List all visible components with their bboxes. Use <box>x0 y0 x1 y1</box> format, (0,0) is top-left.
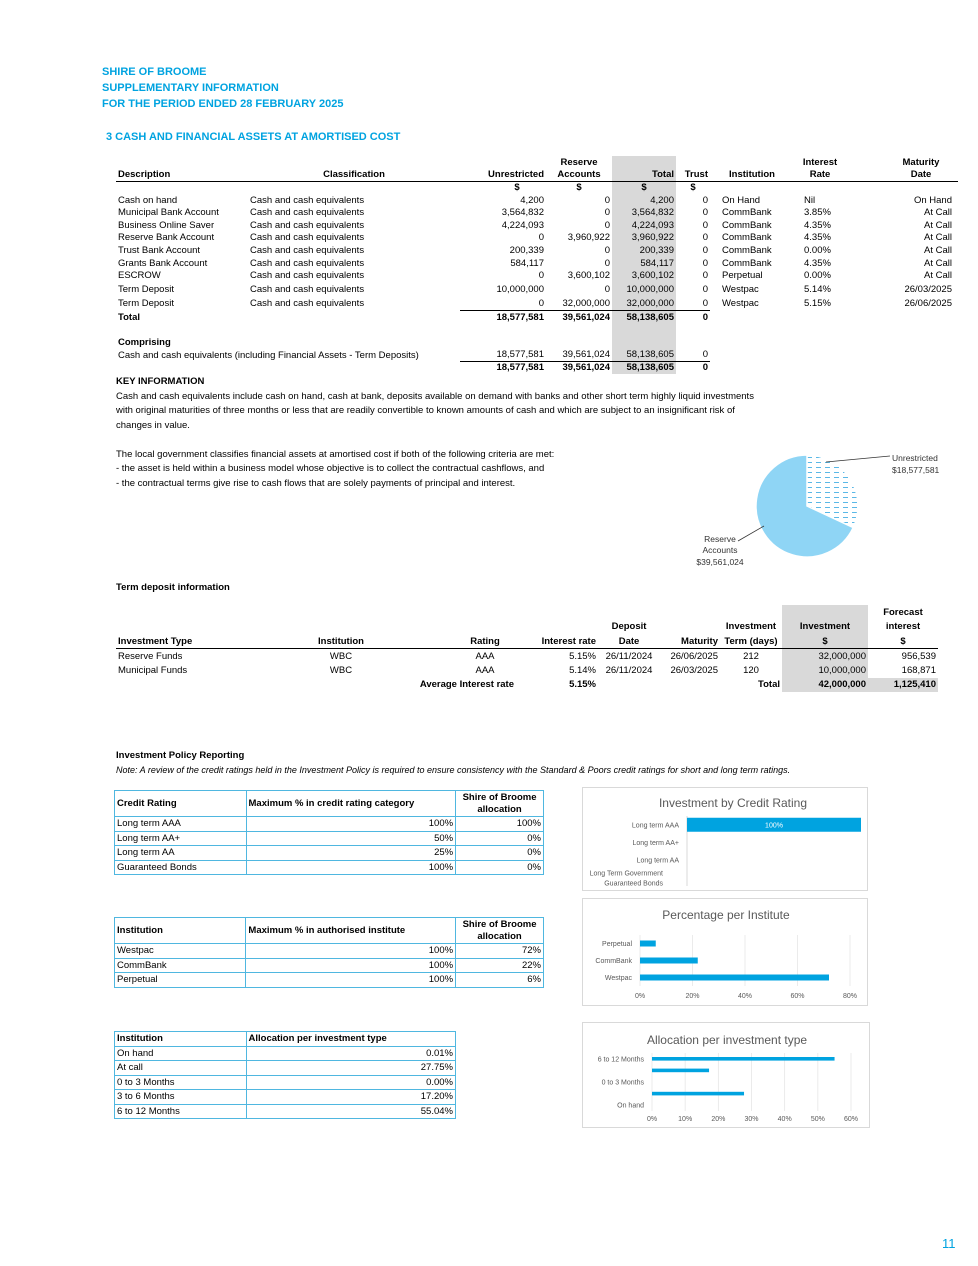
allocation-chart-title: Allocation per investment type <box>646 1033 808 1047</box>
key-info-title: KEY INFORMATION <box>116 376 205 387</box>
inst-hdr-name: Institution <box>115 918 246 944</box>
td-hdr-forecast-2: interest <box>885 621 921 633</box>
institution-table <box>114 917 544 988</box>
type-hdr-alloc: Allocation per investment type <box>246 1032 456 1047</box>
td-hdr-deposit-1: Deposit <box>611 621 647 633</box>
cash-row-unrestricted: 0 <box>538 297 544 309</box>
cash-row <box>116 244 958 257</box>
cash-total-unr: 18,577,581 <box>460 311 546 324</box>
cash-row-classification: Cash and cash equivalents <box>250 244 365 256</box>
cash-row-unrestricted: 0 <box>538 270 544 282</box>
cash-row-description: Cash on hand <box>118 194 178 206</box>
allocation-x-tick: 0% <box>646 1116 658 1123</box>
institute-bar <box>640 941 656 947</box>
reserve-leader-line <box>738 526 764 541</box>
institute-x-tick: 60% <box>790 993 805 1000</box>
td-hdr-term-1: Investment <box>725 621 777 633</box>
cash-row-rate: 5.15% <box>804 298 831 310</box>
key-info-line-3: changes in value. <box>116 419 190 431</box>
cash-row-maturity: At Call <box>924 257 952 269</box>
key-info-bullet-1: - the asset is held within a business model whose objective is to collect the contractual cashflows, and <box>116 463 545 474</box>
type-name: 6 to 12 Months <box>115 1104 247 1119</box>
credit-tick-label: Long term AA <box>636 857 679 865</box>
cash-row-trust: 0 <box>702 194 708 206</box>
pie-label-reserve-1: Reserve <box>704 534 736 544</box>
cash-row-description: Term Deposit <box>118 298 174 310</box>
td-hdr-rating: Rating <box>406 634 516 649</box>
cash-row-institution: CommBank <box>722 257 772 269</box>
institute-bar <box>640 958 698 964</box>
credit-name: Long term AA+ <box>115 831 247 846</box>
cash-row-total: 32,000,000 <box>612 296 676 311</box>
allocation-type-chart <box>582 1022 870 1128</box>
cash-row-reserve: 0 <box>604 207 610 219</box>
cash-row-classification: Cash and cash equivalents <box>250 207 365 219</box>
td-hdr-currency-inv: $ <box>782 634 868 649</box>
cash-row <box>116 269 958 282</box>
report-subtitle: SUPPLEMENTARY INFORMATION <box>102 82 279 94</box>
td-row-forecast: 956,539 <box>901 650 936 662</box>
credit-tick-label: Guaranteed Bonds <box>604 880 663 888</box>
org-name: SHIRE OF BROOME <box>102 66 207 78</box>
cash-row-maturity: At Call <box>924 244 952 256</box>
page-number: 11 <box>942 1236 956 1251</box>
cash-row <box>116 219 958 232</box>
type-val: 55.04% <box>246 1104 456 1119</box>
type-val: 17.20% <box>246 1090 456 1105</box>
credit-row <box>115 846 544 861</box>
allocation-bar <box>652 1069 709 1073</box>
hdr-currency-res: $ <box>576 182 582 194</box>
hdr-trust: Trust <box>676 169 710 182</box>
allocation-y-tick: On hand <box>617 1102 644 1110</box>
cash-row-institution: On Hand <box>722 194 761 206</box>
cash-row-trust: 0 <box>702 244 708 256</box>
comprising-tot: 58,138,605 <box>612 349 676 362</box>
institute-x-tick: 0% <box>634 993 646 1000</box>
cash-row-rate: Nil <box>804 194 816 206</box>
pie-label-unrestricted: Unrestricted <box>892 453 938 463</box>
allocation-y-tick: 6 to 12 Months <box>597 1056 644 1064</box>
credit-hdr-alloc <box>456 791 544 817</box>
key-info-line-2: with original maturities of three months or less that are readily convertible to known amounts of cash and which are subject to an insignificant risk of <box>116 405 735 416</box>
allocation-type-table <box>114 1031 456 1119</box>
credit-rating-table <box>114 790 544 875</box>
cash-row-total: 10,000,000 <box>612 282 676 297</box>
td-row-institution: WBC <box>329 650 353 662</box>
cash-row-unrestricted: 3,564,832 <box>501 207 544 219</box>
type-val: 27.75% <box>246 1061 456 1076</box>
inst-hdr-alloc-1: Shire of Broome <box>462 918 537 930</box>
key-info-bullet-2: - the contractual terms give rise to cash flows that are solely payments of principal and interest. <box>116 477 516 489</box>
td-row-institution: WBC <box>329 664 353 676</box>
cash-row-description: Trust Bank Account <box>118 244 201 256</box>
cash-row-reserve: 3,600,102 <box>567 270 610 282</box>
cash-row-unrestricted: 584,117 <box>510 257 544 269</box>
cash-row-maturity: At Call <box>924 232 952 244</box>
td-row-rating: AAA <box>475 664 495 676</box>
cash-row-total: 3,960,922 <box>612 232 676 245</box>
td-hdr-investment: Investment <box>782 620 868 635</box>
credit-max: 25% <box>246 846 456 861</box>
allocation-x-tick: 10% <box>678 1116 693 1123</box>
pie-label-reserve-2: Accounts <box>702 545 738 555</box>
type-row <box>115 1104 456 1119</box>
cash-row-reserve: 0 <box>604 257 610 269</box>
td-hdr-rate: Interest rate <box>516 634 598 649</box>
report-header <box>102 64 343 112</box>
cash-row-unrestricted: 10,000,000 <box>496 283 544 295</box>
td-row-maturity: 26/06/2025 <box>670 650 718 662</box>
type-row <box>115 1061 456 1076</box>
cash-row-classification: Cash and cash equivalents <box>250 270 365 282</box>
comprising-label: Comprising <box>118 336 171 348</box>
td-hdr-type: Investment Type <box>116 634 276 649</box>
cash-row-rate: 5.14% <box>804 283 831 295</box>
cash-row-description: Business Online Saver <box>118 219 215 231</box>
credit-row <box>115 831 544 846</box>
cash-row-institution: Westpac <box>722 298 759 310</box>
td-row-maturity: 26/03/2025 <box>670 664 718 676</box>
term-deposit-title: Term deposit information <box>116 582 230 593</box>
cash-row-trust: 0 <box>702 257 708 269</box>
report-period: FOR THE PERIOD ENDED 28 FEBRUARY 2025 <box>102 98 344 110</box>
credit-row <box>115 860 544 875</box>
policy-title: Investment Policy Reporting <box>116 750 245 761</box>
allocation-x-tick: 30% <box>744 1116 759 1123</box>
cash-row-institution: CommBank <box>722 207 772 219</box>
td-hdr-currency-fc: $ <box>868 634 938 649</box>
cash-row-description: Municipal Bank Account <box>118 207 219 219</box>
td-hdr-term-2: Term (days) <box>720 634 782 649</box>
inst-hdr-alloc-2: allocation <box>477 930 522 942</box>
cash-row-reserve: 0 <box>604 219 610 231</box>
hdr-interest-1: Interest <box>802 156 838 168</box>
key-info-line-1: Cash and cash equivalents include cash on hand, cash at bank, deposits available on demand with banks and other short term highly liquid investments <box>116 390 754 402</box>
cash-row-total: 3,600,102 <box>612 269 676 282</box>
cash-row <box>116 194 958 207</box>
credit-hdr-alloc-1: Shire of Broome <box>462 791 537 803</box>
credit-chart-title: Investment by Credit Rating <box>658 796 808 810</box>
cash-row-maturity: 26/03/2025 <box>904 283 952 295</box>
hdr-interest-2: Rate <box>794 169 846 182</box>
cash-total-res: 39,561,024 <box>546 311 612 324</box>
cash-row-maturity: 26/06/2025 <box>904 298 952 310</box>
td-avg-label: Average Interest rate <box>419 679 514 691</box>
td-total-label: Total <box>758 679 780 691</box>
td-hdr-forecast-1: Forecast <box>883 606 923 618</box>
cash-row-trust: 0 <box>702 207 708 219</box>
inst-max: 100% <box>246 944 456 959</box>
comprising-trust: 0 <box>702 349 708 361</box>
td-row-term: 120 <box>743 664 759 676</box>
credit-max: 100% <box>246 860 456 875</box>
cash-row-description: Grants Bank Account <box>118 257 208 269</box>
cash-row-unrestricted: 0 <box>538 232 544 244</box>
institute-y-tick: Perpetual <box>602 941 632 948</box>
cash-row <box>116 296 958 311</box>
credit-alloc: 0% <box>456 831 544 846</box>
td-row-rate: 5.14% <box>569 664 596 676</box>
td-row-type: Municipal Funds <box>118 664 188 676</box>
cash-row-classification: Cash and cash equivalents <box>250 298 365 310</box>
institute-chart <box>582 898 868 1006</box>
td-row-deposit-date: 26/11/2024 <box>605 650 653 662</box>
cash-row-maturity: At Call <box>924 219 952 231</box>
td-row-type: Reserve Funds <box>118 650 183 662</box>
credit-alloc: 100% <box>456 817 544 832</box>
credit-name: Long term AAA <box>115 817 247 832</box>
cash-row-institution: Westpac <box>722 283 759 295</box>
type-val: 0.00% <box>246 1075 456 1090</box>
cash-row-institution: CommBank <box>722 232 772 244</box>
cash-row-reserve: 0 <box>604 194 610 206</box>
credit-tick-label: Long term AA+ <box>632 839 679 847</box>
cash-row-trust: 0 <box>702 270 708 282</box>
institute-y-tick: CommBank <box>595 958 632 965</box>
hdr-currency-tot: $ <box>612 181 676 194</box>
td-row-term: 212 <box>743 650 759 662</box>
credit-hdr-alloc-2: allocation <box>477 803 522 815</box>
cash-row-institution: CommBank <box>722 219 772 231</box>
td-row-deposit-date: 26/11/2024 <box>605 664 653 676</box>
term-deposit-table <box>116 605 938 692</box>
cash-row-total: 200,339 <box>612 244 676 257</box>
hdr-reserve-1: Reserve <box>560 156 598 168</box>
inst-alloc: 72% <box>456 944 544 959</box>
institute-x-tick: 40% <box>737 993 753 1000</box>
cash-row-rate: 4.35% <box>804 219 831 231</box>
td-total-investment: 42,000,000 <box>782 678 868 693</box>
institute-chart-title: Percentage per Institute <box>662 908 790 922</box>
cash-row-total: 584,117 <box>612 257 676 270</box>
type-hdr-name: Institution <box>115 1032 247 1047</box>
cash-row-maturity: On Hand <box>913 194 952 206</box>
td-row-rate: 5.15% <box>569 650 596 662</box>
inst-name: Perpetual <box>115 973 246 988</box>
hdr-unrestricted: Unrestricted <box>460 169 546 182</box>
cash-row-rate: 3.85% <box>804 207 831 219</box>
allocation-bar <box>652 1057 835 1061</box>
cash-row-description: ESCROW <box>118 270 161 282</box>
type-name: 3 to 6 Months <box>115 1090 247 1105</box>
cash-row-institution: CommBank <box>722 244 772 256</box>
td-row-forecast: 168,871 <box>901 664 936 676</box>
cash-row <box>116 232 958 245</box>
cash-total-tot: 58,138,605 <box>612 311 676 324</box>
cash-row-trust: 0 <box>702 219 708 231</box>
hdr-maturity-1: Maturity <box>902 156 940 168</box>
comprising-sum-trust: 0 <box>676 361 710 374</box>
credit-name: Long term AA <box>115 846 247 861</box>
td-row-investment: 32,000,000 <box>782 649 868 664</box>
hdr-maturity-2: Date <box>846 169 958 182</box>
credit-bar-label: 100% <box>765 822 783 830</box>
pie-value-unrestricted: $18,577,581 <box>892 465 940 475</box>
type-name: On hand <box>115 1046 247 1061</box>
inst-row <box>115 973 544 988</box>
hdr-description: Description <box>116 169 248 182</box>
comprising-sum-tot: 58,138,605 <box>612 361 676 374</box>
cash-row-total: 3,564,832 <box>612 206 676 219</box>
institute-y-tick: Westpac <box>604 975 632 982</box>
hdr-total: Total <box>612 169 676 182</box>
inst-max: 100% <box>246 973 456 988</box>
cash-row <box>116 206 958 219</box>
allocation-y-tick: 0 to 3 Months <box>601 1079 644 1087</box>
cash-row-total: 4,224,093 <box>612 219 676 232</box>
inst-max: 100% <box>246 958 456 973</box>
comprising-res: 39,561,024 <box>562 349 610 361</box>
cash-row-trust: 0 <box>702 297 708 309</box>
td-hdr-maturity: Maturity <box>660 634 720 649</box>
cash-row-description: Reserve Bank Account <box>118 232 215 244</box>
inst-row <box>115 944 544 959</box>
cash-row-reserve: 3,960,922 <box>567 232 610 244</box>
cash-row-rate: 0.00% <box>804 244 831 256</box>
type-row <box>115 1046 456 1061</box>
policy-note: Note: A review of the credit ratings held in the Investment Policy is required to ensure consistency with the Standard & Poors credit ratings for short and long term ratings. <box>116 765 791 775</box>
cash-row-total: 4,200 <box>612 194 676 207</box>
cash-row <box>116 282 958 297</box>
inst-hdr-max: Maximum % in authorised institute <box>246 918 456 944</box>
credit-tick-label: Long term AAA <box>631 822 679 830</box>
cash-row-unrestricted: 4,224,093 <box>501 219 544 231</box>
institute-x-tick: 20% <box>685 993 700 1000</box>
hdr-reserve-2: Accounts <box>546 169 612 182</box>
td-hdr-deposit-2: Date <box>598 634 660 649</box>
credit-tick-label: Long Term Government <box>589 870 663 878</box>
cash-row-reserve: 0 <box>604 283 610 295</box>
allocation-x-tick: 60% <box>843 1116 859 1123</box>
type-name: 0 to 3 Months <box>115 1075 247 1090</box>
credit-alloc: 0% <box>456 846 544 861</box>
institute-bar <box>640 975 829 981</box>
comprising-row-label: Cash and cash equivalents (including Financial Assets - Term Deposits) <box>118 349 419 361</box>
cash-row-institution: Perpetual <box>722 270 763 282</box>
inst-row <box>115 958 544 973</box>
section-title: 3 CASH AND FINANCIAL ASSETS AT AMORTISED COST <box>106 131 401 143</box>
institute-x-tick: 80% <box>842 993 858 1000</box>
pie-value-reserve: $39,561,024 <box>696 557 744 567</box>
cash-row-classification: Cash and cash equivalents <box>250 283 365 295</box>
cash-row-rate: 0.00% <box>804 270 831 282</box>
type-row <box>115 1075 456 1090</box>
allocation-x-tick: 40% <box>777 1116 792 1123</box>
inst-hdr-alloc <box>456 918 544 944</box>
type-name: At call <box>115 1061 247 1076</box>
cash-pie-chart <box>680 440 960 575</box>
comprising-sum-unr: 18,577,581 <box>460 361 546 374</box>
credit-alloc: 0% <box>456 860 544 875</box>
cash-row-rate: 4.35% <box>804 232 831 244</box>
td-row-investment: 10,000,000 <box>782 663 868 678</box>
inst-alloc: 22% <box>456 958 544 973</box>
inst-name: Westpac <box>115 944 246 959</box>
cash-row-rate: 4.35% <box>804 257 831 269</box>
hdr-institution: Institution <box>710 169 794 182</box>
inst-alloc: 6% <box>456 973 544 988</box>
cash-row-classification: Cash and cash equivalents <box>250 194 365 206</box>
td-hdr-institution: Institution <box>276 634 406 649</box>
td-avg-value: 5.15% <box>569 679 596 691</box>
credit-name: Guaranteed Bonds <box>115 860 247 875</box>
allocation-bar <box>652 1092 744 1096</box>
hdr-classification: Classification <box>248 169 460 182</box>
key-info-criteria: The local government classifies financial assets at amortised cost if both of the following criteria are met: <box>116 448 555 460</box>
td-row-rating: AAA <box>475 650 495 662</box>
cash-total-trust: 0 <box>676 311 710 324</box>
hdr-currency-unr: $ <box>514 182 520 194</box>
cash-row-classification: Cash and cash equivalents <box>250 232 365 244</box>
term-deposit-row <box>116 649 938 664</box>
cash-row-reserve: 0 <box>604 244 610 256</box>
credit-hdr-rating: Credit Rating <box>115 791 247 817</box>
allocation-x-tick: 20% <box>711 1116 726 1123</box>
credit-hdr-max: Maximum % in credit rating category <box>246 791 456 817</box>
cash-row-classification: Cash and cash equivalents <box>250 257 365 269</box>
cash-row-unrestricted: 4,200 <box>520 194 544 206</box>
comprising-unr: 18,577,581 <box>496 349 544 361</box>
cash-row-trust: 0 <box>702 232 708 244</box>
inst-name: CommBank <box>115 958 246 973</box>
cash-row-classification: Cash and cash equivalents <box>250 219 365 231</box>
td-total-forecast: 1,125,410 <box>868 678 938 693</box>
allocation-x-tick: 50% <box>810 1116 825 1123</box>
cash-table <box>116 156 958 374</box>
unrestricted-leader-line <box>826 456 890 462</box>
cash-row-reserve: 32,000,000 <box>562 297 610 309</box>
credit-max: 50% <box>246 831 456 846</box>
term-deposit-row <box>116 663 938 678</box>
type-row <box>115 1090 456 1105</box>
hdr-currency-trust: $ <box>690 182 696 194</box>
credit-max: 100% <box>246 817 456 832</box>
cash-total-label: Total <box>118 311 140 323</box>
cash-row-trust: 0 <box>702 283 708 295</box>
comprising-sum-res: 39,561,024 <box>546 361 612 374</box>
type-val: 0.01% <box>246 1046 456 1061</box>
cash-row <box>116 257 958 270</box>
cash-row-maturity: At Call <box>924 207 952 219</box>
credit-rating-chart <box>582 787 868 891</box>
cash-row-description: Term Deposit <box>118 283 174 295</box>
credit-row <box>115 817 544 832</box>
cash-row-maturity: At Call <box>924 270 952 282</box>
cash-row-unrestricted: 200,339 <box>509 244 544 256</box>
